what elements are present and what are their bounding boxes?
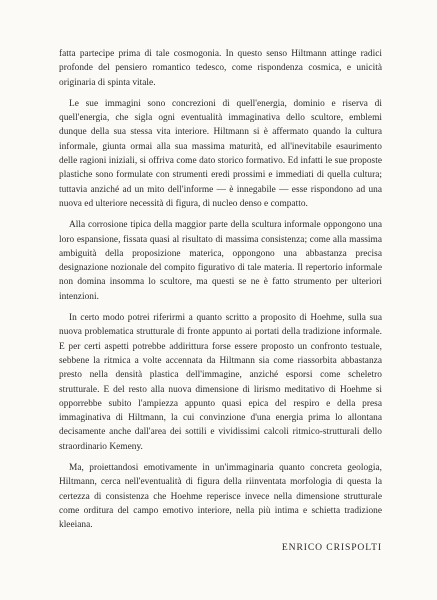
paragraph-3: Alla corrosione tipica della maggior parte della scultura informale oppongono una loro espansione, fissata quasi al risultato di massima consistenza; come alla massima ambiguità della proposizione materica, oppongono una abbastanza precisa designazione nozionale del compito figurativo di tale materia. Il repertorio informale non domina insomma lo scultore, ma questi se ne è fatto strumento per ulteriori intenzioni.: [59, 220, 382, 302]
paragraph-2: Le sue immagini sono concrezioni di quell'energia, dominio e riserva di quell'energia, che sigla ogni eventualità immaginativa dello scultore, emblemi dunque della sua stessa vita interiore. Hiltmann si è affermato quando la cultura informale, giunta ormai alla sua massima maturità, ed all'inevitabile esaurimento delle ragioni iniziali, si offriva come dato storico formativo. Ed infatti le sue proposte plastiche sono formulate con strumenti eredi prossimi e immediati di quella cultura; tuttavia anziché ad un mito dell'informe — è innegabile — esse rispondono ad una nuova ed ulteriore necessità di figura, di nucleo denso e compatto.: [59, 98, 382, 209]
paragraph-1: fatta partecipe prima di tale cosmogonia. In questo senso Hiltmann attinge radici profonde del pensiero romantico tedesco, come rispondenza cosmica, e unicità originaria di spinta vitale.: [59, 49, 382, 88]
paragraph-4: In certo modo potrei riferirmi a quanto scritto a proposito di Hoehme, sulla sua nuova problematica strutturale di fronte appunto ai portati della tradizione informale. E per certi aspetti potrebbe addirittura forse essere proposto un confronto testuale, sebbene la ritmica a volte accennata da Hiltmann sia come riassorbita abbastanza presto nella densità plastica dell'immagine, anziché esporsi come scheletro strutturale. E del resto alla nuova dimensione di lirismo meditativo di Hoehme si opporrebbe subito l'ampiezza appunto quasi epica del respiro e della presa immaginativa di Hiltmann, la cui convinzione d'una energia prima lo allontana decisamente anche dall'area dei sottili e vividissimi calcoli ritmico-strutturali dello straordinario Kemeny.: [59, 313, 382, 452]
paragraph-5: Ma, proiettandosi emotivamente in un'immaginaria quanto concreta geologia, Hiltmann, cerca nell'eventualità di figura della riinventata morfologia di questa la certezza di consistenza che Hoehme reperisce invece nella dimensione strutturale come orditura del campo emotivo interiore, nella più intima e schietta tradizione kleeiana.: [59, 463, 382, 531]
author-signature: ENRICO CRISPOLTI: [281, 541, 382, 553]
